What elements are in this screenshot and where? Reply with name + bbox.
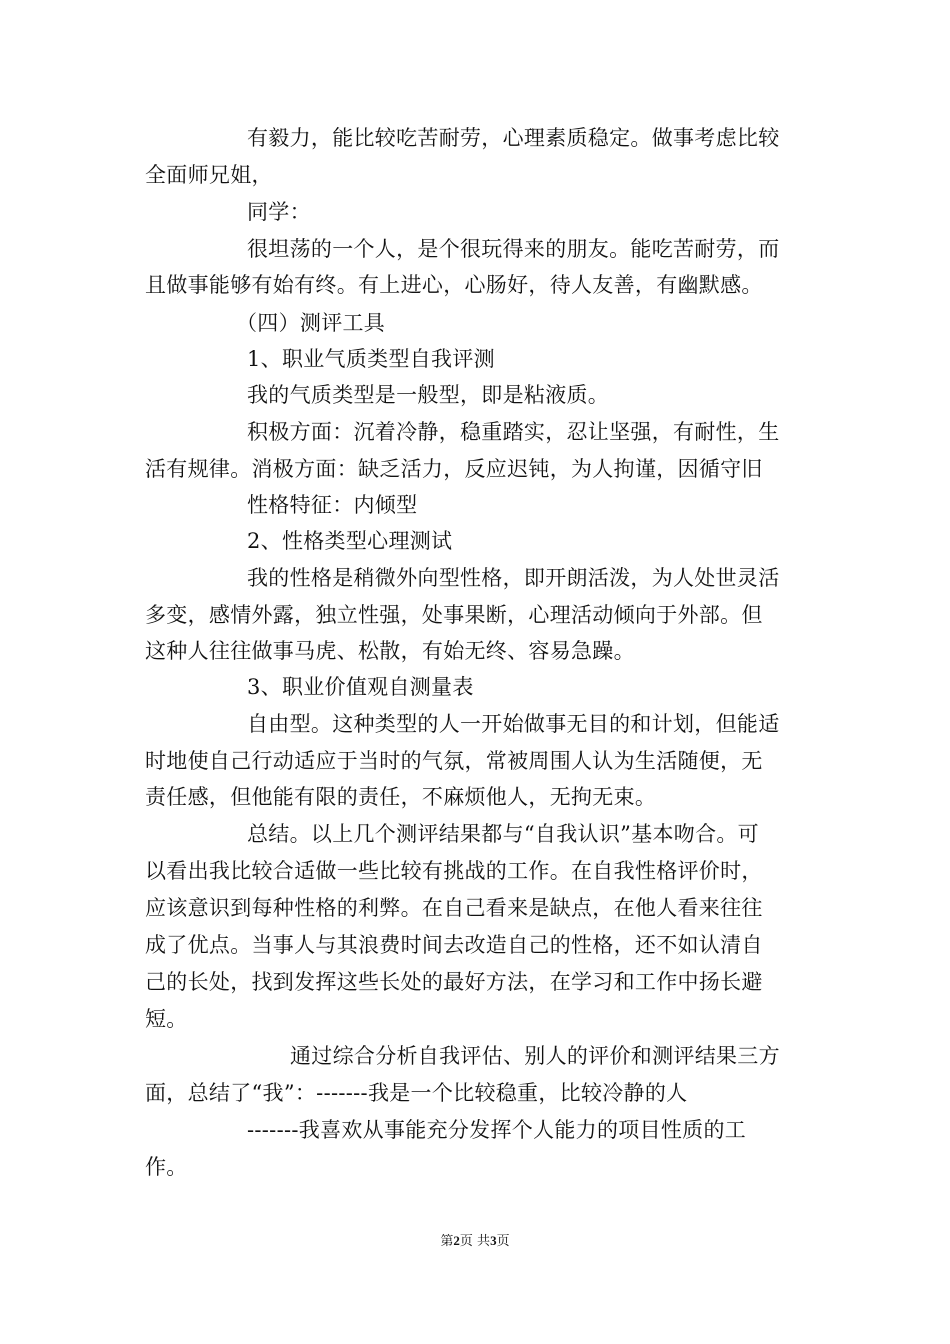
text-line: 己的长处，找到发挥这些长处的最好方法，在学习和工作中扬长避 (145, 970, 763, 994)
footer-middle: 页 共 (459, 1234, 491, 1249)
subsection-heading: 2、性格类型心理测试 (247, 529, 453, 553)
text-line: 面，总结了“我”：-------我是一个比较稳重，比较冷静的人 (145, 1081, 688, 1105)
text-line: 活有规律。消极方面：缺乏活力，反应迟钝，为人拘谨，因循守旧 (145, 457, 763, 481)
text-line: 应该意识到每种性格的利弊。在自己看来是缺点，在他人看来往往 (145, 896, 763, 920)
text-line: 成了优点。当事人与其浪费时间去改造自己的性格，还不如认清自 (145, 933, 763, 957)
text-line: 这种人往往做事马虎、松散，有始无终、容易急躁。 (145, 639, 635, 663)
text-line: 时地使自己行动适应于当时的气氛，常被周围人认为生活随便，无 (145, 749, 763, 773)
text-line: 多变，感情外露，独立性强，处事果断，心理活动倾向于外部。但 (145, 603, 763, 627)
text-line: 积极方面：沉着冷静，稳重踏实，忍让坚强，有耐性，生 (247, 420, 780, 444)
section-heading: （四）测评工具 (236, 311, 386, 335)
text-line: 有毅力，能比较吃苦耐劳，心理素质稳定。做事考虑比较 (247, 126, 780, 150)
page-footer (0, 1232, 950, 1251)
text-line: 短。 (145, 1007, 188, 1031)
text-line: 全面师兄姐， (145, 163, 273, 187)
text-line: 通过综合分析自我评估、别人的评价和测评结果三方 (290, 1044, 780, 1068)
text-line: 我的性格是稍微外向型性格，即开朗活泼，为人处世灵活 (247, 566, 780, 590)
footer-page-number: 2 (453, 1233, 460, 1248)
footer-prefix: 第 (440, 1234, 454, 1249)
text-line: 且做事能够有始有终。有上进心，心肠好，待人友善，有幽默感。 (145, 273, 763, 297)
text-line: -------我喜欢从事能充分发挥个人能力的项目性质的工 (247, 1118, 747, 1142)
subsection-heading: 3、职业价值观自测量表 (247, 675, 474, 699)
text-line: 以看出我比较合适做一些比较有挑战的工作。在自我性格评价时， (145, 859, 763, 883)
footer-total-pages: 3 (490, 1233, 497, 1248)
footer-suffix: 页 (496, 1234, 510, 1249)
subsection-heading: 1、职业气质类型自我评测 (247, 347, 495, 371)
text-line: 同学： (247, 200, 311, 224)
text-line: 我的气质类型是一般型，即是粘液质。 (247, 383, 610, 407)
text-line: 作。 (145, 1155, 188, 1179)
text-line: 自由型。这种类型的人一开始做事无目的和计划，但能适 (247, 712, 780, 736)
text-line: 责任感，但他能有限的责任，不麻烦他人，无拘无束。 (145, 785, 657, 809)
text-line: 性格特征：内倾型 (247, 493, 418, 517)
text-line: 很坦荡的一个人，是个很玩得来的朋友。能吃苦耐劳，而 (247, 237, 780, 261)
text-line: 总结。以上几个测评结果都与“自我认识”基本吻合。可 (247, 822, 759, 846)
